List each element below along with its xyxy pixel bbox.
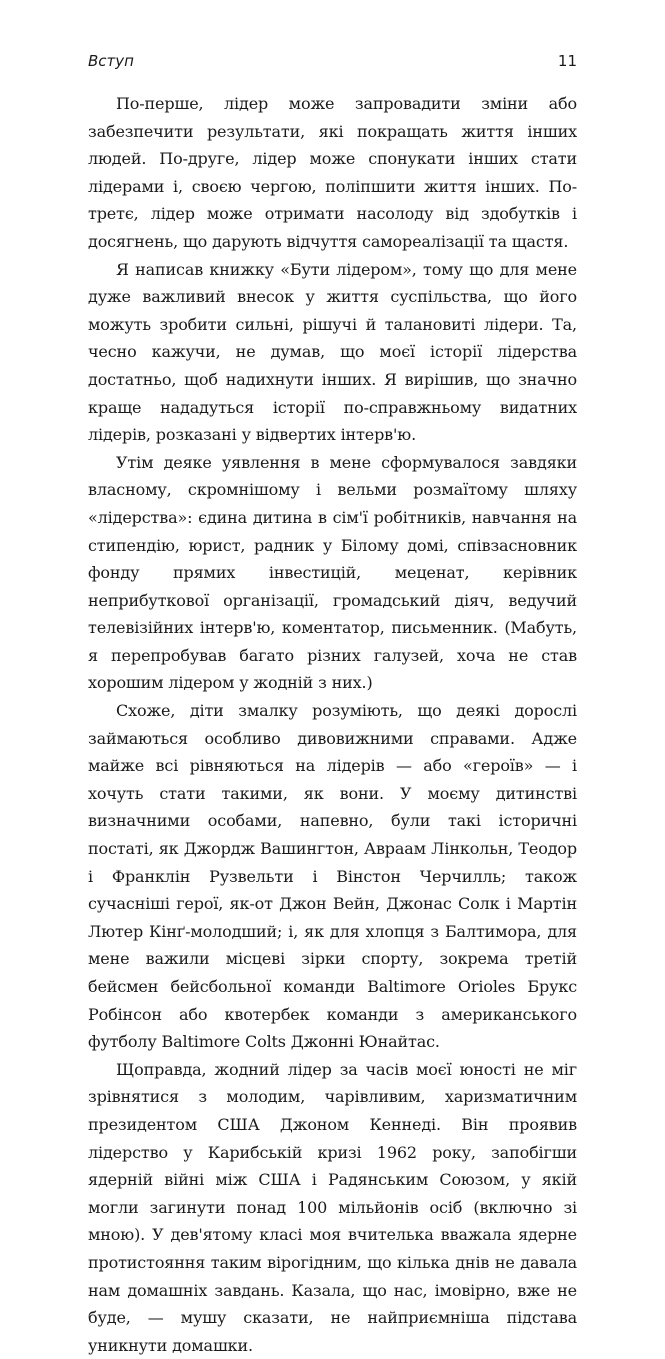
page-number: 11 [557, 52, 577, 70]
paragraph: Щоправда, жодний лідер за часів моєї юності не міг зрівнятися з молодим, чарівливим, харизматичним президентом США Джоном Кеннеді. Він проявив лідерство у Карибській кризі 1962 року, запобігши ядерній війні між США і Радянським Союзом, у якій могли загинути понад 100 мільйонів осіб (включно зі мною). У дев'ятому класі моя вчителька вважала ядерне протистояння таким вірогідним, що кілька днів не давала нам домашніх завдань. Казала, що нас, імовірно, вже не буде, — мушу сказати, не найприємніша підстава уникнути домашки. [88, 1059, 577, 1355]
body-text [88, 90, 577, 1359]
page-header [88, 52, 577, 74]
paragraph: По-перше, лідер може запровадити зміни або забезпечити результати, які покращать життя інших людей. По-друге, лідер може спонукати інших стати лідерами і, своєю чергою, поліпшити життя інших. По-третє, лідер може отримати насолоду від здобутків і досягнень, що дарують відчуття самореалізації та щастя. [88, 94, 577, 251]
paragraph: Я написав книжку «Бути лідером», тому що для мене дуже важливий внесок у життя суспільства, що його можуть зробити сильні, рішучі й талановиті лідери. Та, чесно кажучи, не думав, що моєї історії лідерства достатньо, щоб надихнути інших. Я вирішив, що значно краще нададуться історії по-справжньому видатних лідерів, розказані у відвертих інтерв'ю. [88, 259, 577, 445]
running-head: Вступ [88, 52, 134, 70]
paragraph: Утім деяке уявлення в мене сформувалося завдяки власному, скромнішому і вельми розмаїтому шляху «лідерства»: єдина дитина в сім'ї робітників, навчання на стипендію, юрист, радник у Білому домі, співзасновник фонду прямих інвестицій, меценат, керівник неприбуткової організації, громадський діяч, ведучий телевізійних інтерв'ю, коментатор, письменник. (Мабуть, я перепробував багато різних галузей, хоча не став хорошим лідером у жодній з них.) [88, 452, 577, 693]
paragraph: Схоже, діти змалку розуміють, що деякі дорослі займаються особливо дивовижними справами. Адже майже всі рівняються на лідерів — або «героїв» — і хочуть стати такими, як вони. У моєму дитинстві визначними особами, напевно, були такі історичні постаті, як Джордж Вашингтон, Авраам Лінкольн, Теодор і Франклін Рузвельти і Вінстон Черчилль; також сучасніші герої, як-от Джон Вейн, Джонас Солк і Мартін Лютер Кінґ-молодший; і, як для хлопця з Балтимора, для мене важили місцеві зірки спорту, зокрема третій бейсмен бейсбольної команди Baltimore Orioles Брукс Робінсон або квотербек команди з американського футболу Baltimore Colts Джонні Юнайтас. [88, 701, 577, 1052]
